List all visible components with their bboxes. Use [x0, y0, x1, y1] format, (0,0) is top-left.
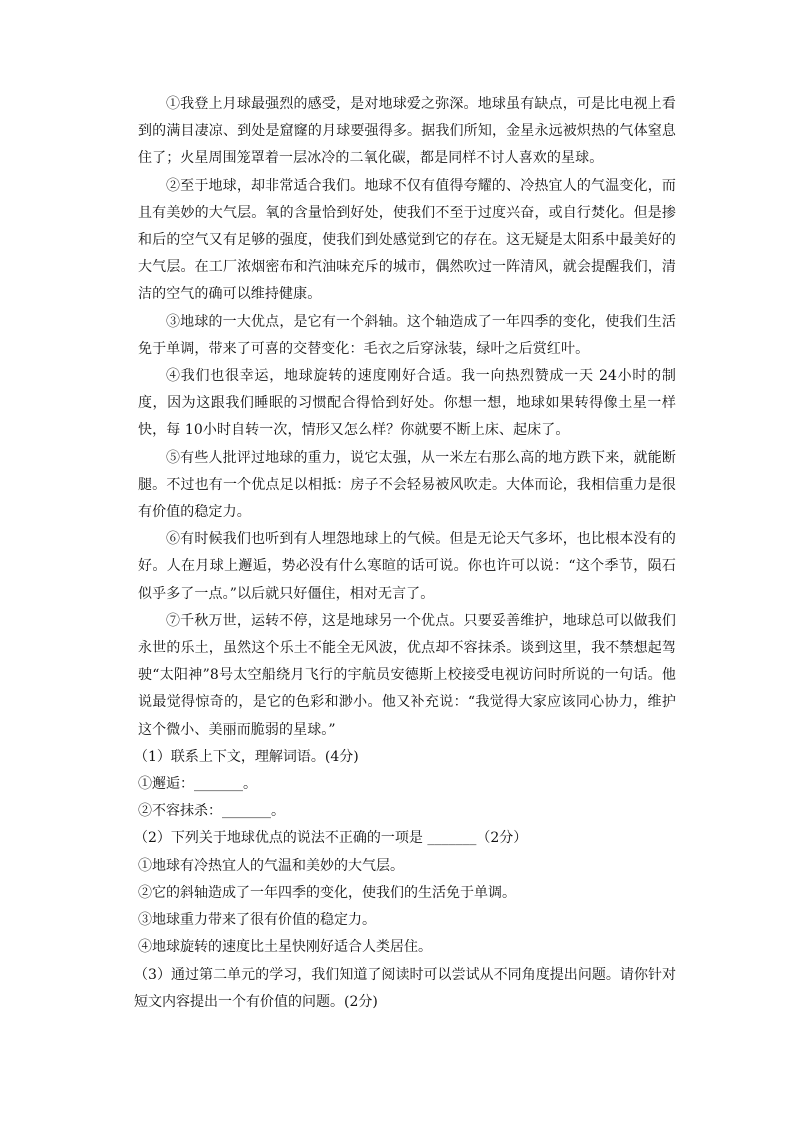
question-1-title: （1）联系上下文，理解词语。(4分)	[134, 748, 359, 765]
passage-paragraph-3: ③地球的一大优点，是它有一个斜轴。这个轴造成了一年四季的变化，使我们生活免于单调，带来了可喜的交替变化：毛衣之后穿泳装，绿叶之后赏红叶。	[138, 313, 676, 357]
question-2-option-4: ④地球旋转的速度比土星快刚好适合人类居住。	[138, 939, 432, 956]
question-1-item-1: ①邂逅：_______。	[138, 776, 257, 793]
passage-paragraph-5: ⑤有些人批评过地球的重力，说它太强，从一米左右那么高的地方跌下来，就能断腿。不过也有一个优点足以相抵：房子不会轻易被风吹走。大体而论，我相信重力是很有价值的稳定力。	[138, 449, 676, 521]
question-2-option-2: ②它的斜轴造成了一年四季的变化，使我们的生活免于单调。	[138, 884, 516, 901]
question-2	[134, 825, 676, 961]
question-1-item-2: ②不容抹杀：_______。	[138, 803, 285, 820]
question-1	[134, 744, 676, 826]
question-3	[134, 962, 676, 1016]
question-2-option-3: ③地球重力带来了很有价值的稳定力。	[138, 912, 376, 929]
question-2-option-1: ①地球有冷热宜人的气温和美妙的大气层。	[138, 857, 404, 874]
passage-paragraph-6: ⑥有时候我们也听到有人埋怨地球上的气候。但是无论天气多坏，也比根本没有的好。人在月球上邂逅，势必没有什么寒暄的话可说。你也许可以说：“这个季节，陨石似乎多了一点。”以后就只好僵住，相对无言了。	[138, 531, 676, 602]
document-content	[134, 91, 676, 1016]
passage-paragraph-2: ②至于地球，却非常适合我们。地球不仅有值得夸耀的、冷热宜人的气温变化，而且有美妙的大气层。氧的含量恰到好处，使我们不至于过度兴奋，或自行焚化。但是掺和后的空气又有足够的强度，使我们到处感觉到它的存在。这无疑是太阳系中最美好的大气层。在工厂浓烟密布和汽油味充斥的城市，偶然吹过一阵清风，就会提醒我们，清洁的空气的确可以维持健康。	[138, 177, 676, 303]
question-3-title: （3）通过第二单元的学习，我们知道了阅读时可以尝试从不同角度提出问题。请你针对短文内容提出一个有价值的问题。(2分)	[134, 966, 676, 1010]
passage-paragraph-4: ④我们也很幸运，地球旋转的速度刚好合适。我一向热烈赞成一天 24小时的制度，因为这跟我们睡眠的习惯配合得恰到好处。你想一想，地球如果转得像土星一样快，每 10小时自转一次，情形又怎么样？你就要不断上床、起床了。	[138, 368, 676, 439]
passage-paragraph-1: ①我登上月球最强烈的感受，是对地球爱之弥深。地球虽有缺点，可是比电视上看到的满目凄凉、到处是窟窿的月球要强得多。据我们所知，金星永远被炽热的气体窒息住了；火星周围笼罩着一层冰冷的二氧化碳，都是同样不讨人喜欢的星球。	[138, 96, 676, 167]
passage-paragraph-7: ⑦千秋万世，运转不停，这是地球另一个优点。只要妥善维护，地球总可以做我们永世的乐土，虽然这个乐土不能全无风波，优点却不容抹杀。谈到这里，我不禁想起驾驶“太阳神”8号太空船绕月飞行的宇航员安德斯上校接受电视访问时所说的一句话。他说最觉得惊奇的，是它的色彩和渺小。他又补充说：“我觉得大家应该同心协力，维护这个微小、美丽而脆弱的星球。”	[138, 612, 676, 738]
question-2-title: （2）下列关于地球优点的说法不正确的一项是 _______（2分）	[134, 830, 528, 847]
